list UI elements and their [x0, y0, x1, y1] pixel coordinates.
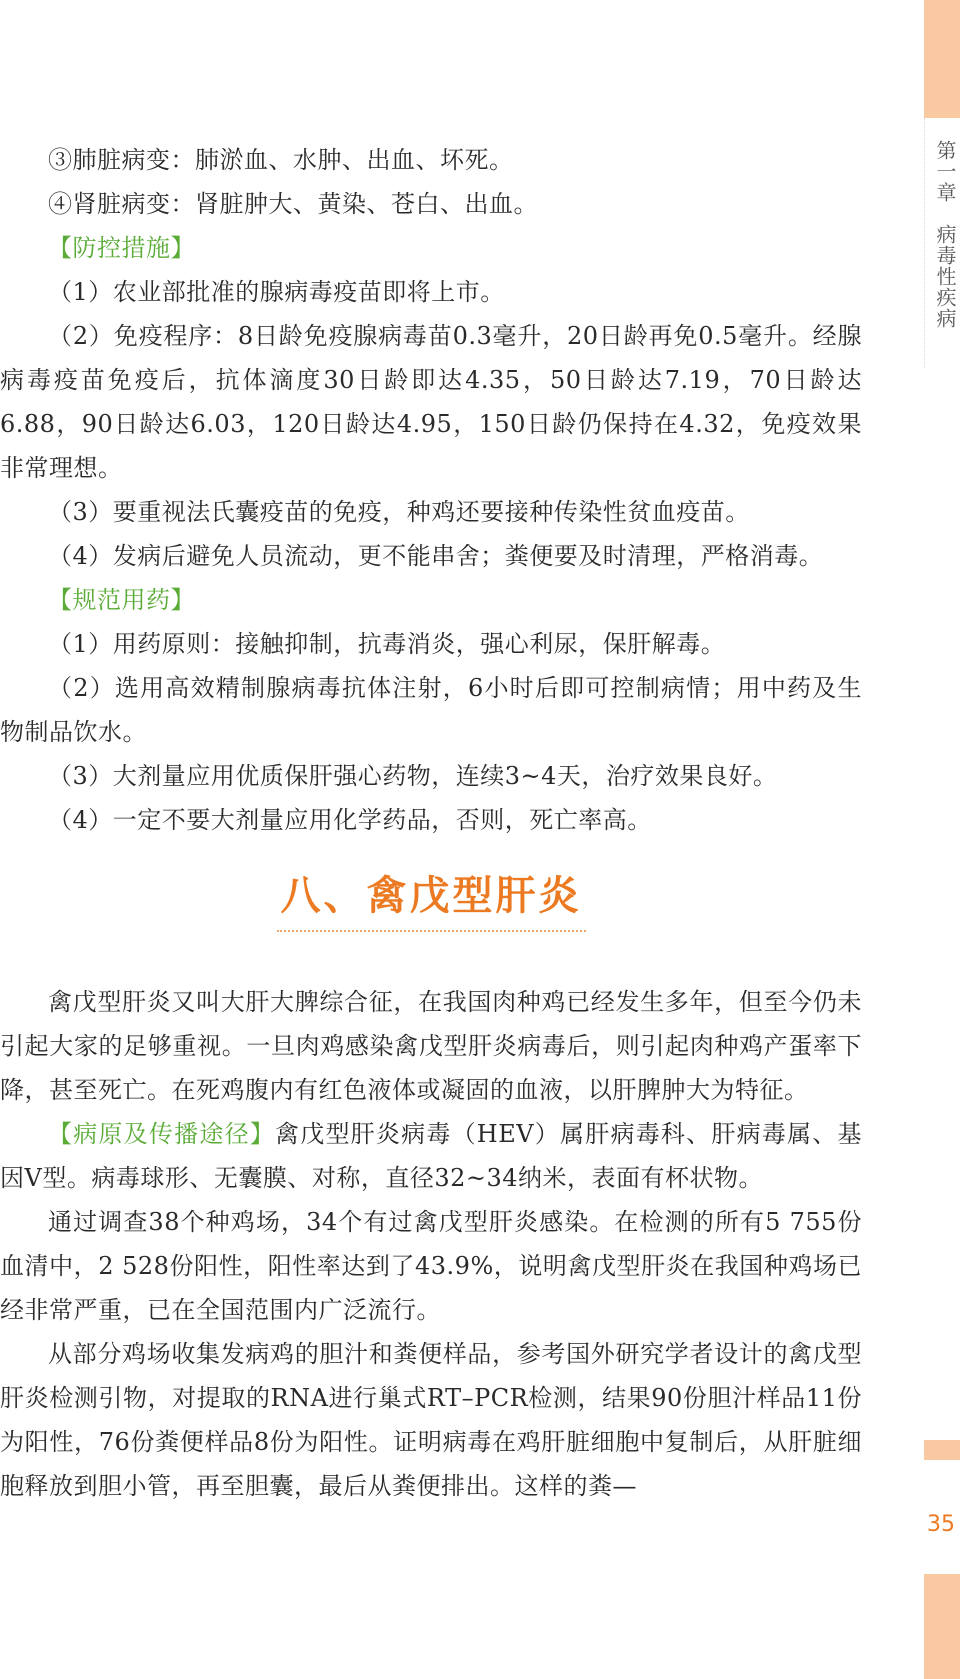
page-number: 35 — [927, 1512, 955, 1537]
sidebar-tab-bottom — [924, 1574, 960, 1679]
paragraph-prevention-1: （1）农业部批准的腺病毒疫苗即将上市。 — [48, 278, 505, 306]
paragraph-medication-4: （4）一定不要大剂量应用化学药品，否则，死亡率高。 — [48, 806, 652, 834]
section-title-wrap — [0, 868, 862, 932]
paragraph-lung-lesion: ③肺脏病变：肺淤血、水肿、出血、坏死。 — [48, 146, 514, 174]
paragraph-hev-intro: 禽戊型肝炎又叫大肝大脾综合征，在我国肉种鸡已经发生多年，但至今仍未引起大家的足够重视。一旦肉鸡感染禽戊型肝炎病毒后，则引起肉种鸡产蛋率下降，甚至死亡。在死鸡腹内有红色液体或凝固的血液，以肝脾肿大为特征。 — [0, 988, 862, 1104]
paragraph-medication-2: （2）选用高效精制腺病毒抗体注射，6小时后即可控制病情；用中药及生物制品饮水。 — [0, 674, 862, 746]
heading-medication — [0, 578, 862, 622]
heading-pathogen-label: 【病原及传播途径】 — [48, 1120, 276, 1148]
heading-prevention — [0, 226, 862, 270]
paragraph-pathogen-text: 禽戊型肝炎病毒（HEV）属肝病毒科、肝病毒属、基因Ⅴ型。病毒球形、无囊膜、对称，直径32~34纳米，表面有杯状物。 — [0, 1120, 862, 1192]
sidebar-tab-mid — [924, 1440, 960, 1460]
paragraph-kidney-lesion: ④肾脏病变：肾脏肿大、黄染、苍白、出血。 — [48, 190, 538, 218]
paragraph-prevention-4: （4）发病后避免人员流动，更不能串舍；粪便要及时清理，严格消毒。 — [48, 542, 824, 570]
heading-medication-label: 【规范用药】 — [48, 586, 195, 614]
heading-prevention-label: 【防控措施】 — [48, 234, 195, 262]
paragraph-detection: 从部分鸡场收集发病鸡的胆汁和粪便样品，参考国外研究学者设计的禽戊型肝炎检测引物，对提取的RNA进行巢式RT–PCR检测，结果90份胆汁样品11份为阳性，76份粪便样品8份为阳性。证明病毒在鸡肝脏细胞中复制后，从肝脏细胞释放到胆小管，再至胆囊，最后从粪便排出。这样的粪— — [0, 1340, 862, 1500]
paragraph-prevention-2: （2）免疫程序：8日龄免疫腺病毒苗0.3毫升，20日龄再免0.5毫升。经腺病毒疫苗免疫后，抗体滴度30日龄即达4.35，50日龄达7.19，70日龄达6.88，90日龄达6.03，120日龄达4.95，150日龄仍保持在4.32，免疫效果非常理想。 — [0, 322, 862, 482]
sidebar-tab-top — [924, 0, 960, 118]
paragraph-survey: 通过调查38个种鸡场，34个有过禽戊型肝炎感染。在检测的所有5 755份血清中，2 528份阳性，阳性率达到了43.9%，说明禽戊型肝炎在我国种鸡场已经非常严重，已在全国范围内广泛流行。 — [0, 1208, 862, 1324]
paragraph-medication-3: （3）大剂量应用优质保肝强心药物，连续3~4天，治疗效果良好。 — [48, 762, 778, 790]
chapter-label: 第一章 病毒性疾病 — [933, 140, 957, 329]
section-title: 八、禽戊型肝炎 — [277, 868, 586, 932]
paragraph-prevention-3: （3）要重视法氏囊疫苗的免疫，种鸡还要接种传染性贫血疫苗。 — [48, 498, 750, 526]
paragraph-pathogen — [0, 1112, 862, 1200]
page-body — [0, 138, 862, 1508]
paragraph-medication-1: （1）用药原则：接触抑制，抗毒消炎，强心利尿，保肝解毒。 — [48, 630, 726, 658]
